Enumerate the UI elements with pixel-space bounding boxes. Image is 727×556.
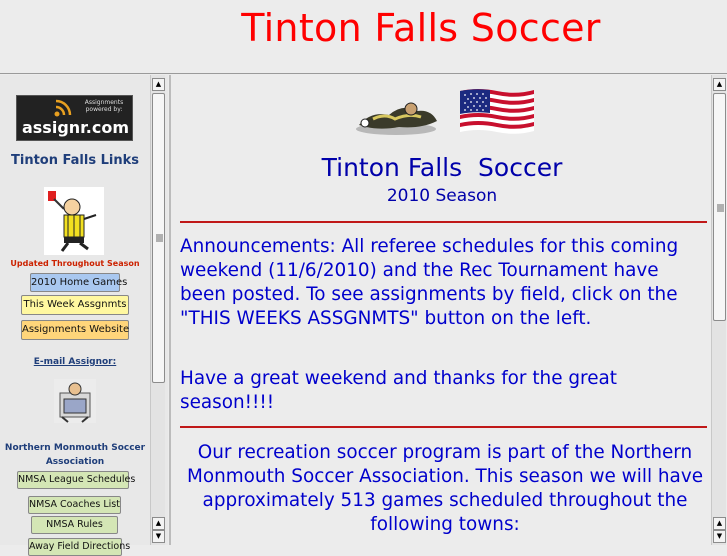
banner-frame — [0, 0, 727, 74]
main-scroll-thumb[interactable] — [713, 93, 726, 321]
assignr-tagline: Assignments powered by: — [84, 99, 124, 113]
updated-note: Updated Throughout Season — [10, 259, 140, 268]
season-subtitle: 2010 Season — [386, 186, 498, 206]
scroll-up-arrow-icon[interactable]: ▲ — [152, 78, 165, 91]
nmsa-heading: Northern Monmouth Soccer Association — [4, 443, 146, 467]
assignr-wordmark: assignr.com — [21, 118, 129, 137]
assignor-cartoon-image[interactable] — [54, 379, 96, 423]
scroll-down-arrow-icon[interactable]: ▼ — [152, 530, 165, 543]
site-title: Tinton Falls Soccer — [241, 6, 601, 50]
us-flag-image — [458, 87, 536, 135]
main-content — [171, 75, 713, 545]
left-nav-frame — [0, 75, 168, 552]
program-description: Our recreation soccer program is part of the Northern Monmouth Soccer Association. This season we will have approximately 513 games scheduled throughout the following towns: — [186, 442, 704, 535]
nmsa-rules-button[interactable]: NMSA Rules — [31, 516, 118, 534]
referee-cartoon-image — [44, 187, 104, 255]
assignr-logo-link[interactable] — [16, 95, 133, 141]
soccer-player-image — [351, 89, 441, 137]
divider-rule — [180, 426, 707, 428]
main-title: Tinton Falls Soccer — [321, 153, 563, 182]
grip-icon — [156, 234, 163, 242]
left-nav-content — [0, 75, 150, 552]
rss-icon — [53, 98, 73, 118]
scroll-down-arrow-icon[interactable]: ▼ — [713, 530, 726, 543]
email-assignor-link[interactable]: E-mail Assignor: — [33, 357, 117, 367]
scroll-up-arrow-icon[interactable]: ▲ — [713, 517, 726, 530]
nmsa-partial-button[interactable]: Away Field Directions — [28, 538, 122, 556]
this-week-assignments-button[interactable]: This Week Assgnmts — [21, 295, 129, 315]
assignments-website-button[interactable]: Assignments Website — [21, 320, 129, 340]
home-games-button[interactable]: 2010 Home Games — [30, 273, 120, 292]
links-heading: Tinton Falls Links — [11, 153, 139, 168]
left-nav-scrollbar[interactable] — [150, 75, 165, 545]
grip-icon — [717, 204, 724, 212]
divider-rule — [180, 221, 707, 223]
scroll-up-arrow-icon[interactable]: ▲ — [713, 78, 726, 91]
nmsa-league-schedules-button[interactable]: NMSA League Schedules — [17, 471, 129, 489]
announcement-text: Announcements: All referee schedules for this coming weekend (11/6/2010) and the Rec Tournament have been posted. To see assignments by field, click on the "THIS WEEKS ASSGNMTS" button on the left. — [180, 236, 679, 329]
scroll-up-arrow-icon[interactable]: ▲ — [152, 517, 165, 530]
left-nav-scroll-thumb[interactable] — [152, 93, 165, 383]
main-scrollbar[interactable] — [711, 75, 726, 545]
weekend-message: Have a great weekend and thanks for the great season!!!! — [180, 368, 617, 413]
main-content-frame — [169, 75, 711, 545]
nmsa-coaches-list-button[interactable]: NMSA Coaches List — [28, 496, 121, 514]
